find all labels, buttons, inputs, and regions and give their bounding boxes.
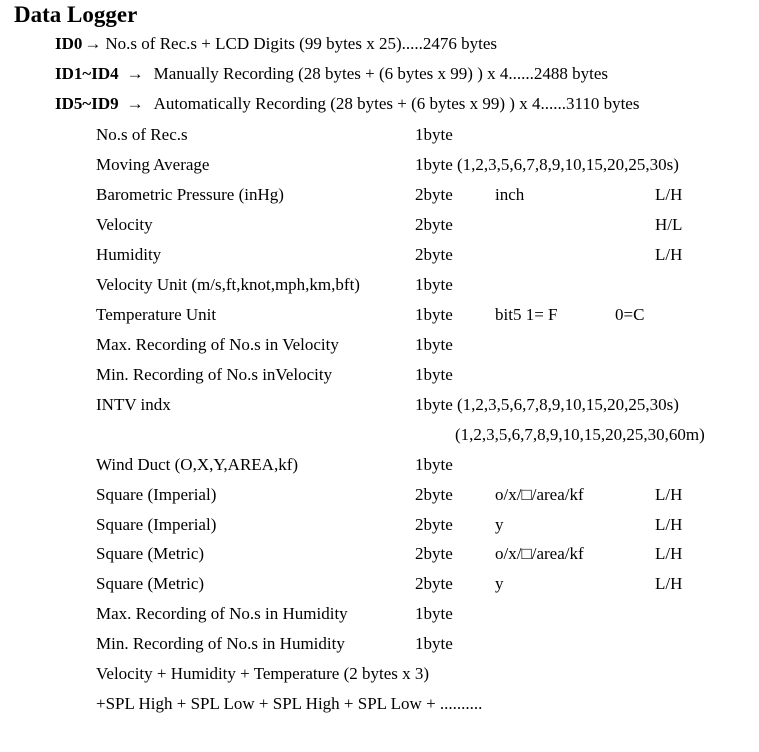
field-row [0,394,759,416]
field-label: INTV indx [96,395,171,414]
field-byte-order: H/L [655,215,683,234]
field-row [0,573,759,595]
field-note: bit5 1= F [495,305,558,324]
id-key: ID0 [55,34,83,53]
field-size: 1byte [415,275,453,294]
field-row [0,244,759,266]
field-byte-order: L/H [655,515,683,534]
field-size: 1byte (1,2,3,5,6,7,8,9,10,15,20,25,30s) [415,395,679,414]
field-label: Square (Imperial) [96,515,217,534]
field-size: 1byte [415,125,453,144]
field-row [0,484,759,506]
field-byte-order: L/H [655,574,683,593]
field-label: Temperature Unit [96,305,217,324]
field-size: 2byte [415,215,453,234]
id-description: Automatically Recording (28 bytes + (6 bytes x 99) ) x 4......3110 bytes [153,94,640,113]
field-note: o/x/□/area/kf [495,485,584,504]
field-label: Square (Metric) [96,574,205,593]
field-note: y [495,515,504,534]
field-size: 1byte [415,305,453,324]
field-label: Min. Recording of No.s in Humidity [96,634,345,653]
field-size: 1byte [415,634,453,653]
field-row [0,603,759,625]
id-line-id1-id4 [55,64,608,84]
id-key: ID1~ID4 [55,64,119,83]
field-size: 2byte [415,515,453,534]
field-size: 2byte [415,485,453,504]
field-row [0,514,759,536]
field-label: Square (Imperial) [96,485,217,504]
field-byte-order: L/H [655,485,683,504]
id-key: ID5~ID9 [55,94,119,113]
field-row [0,334,759,356]
field-size: 1byte [415,335,453,354]
field-label: Barometric Pressure (inHg) [96,185,284,204]
field-byte-order: L/H [655,544,683,563]
field-note: inch [495,185,525,204]
field-size: 1byte [415,604,453,623]
id-line-id0 [55,34,497,54]
field-row [0,543,759,565]
field-label: Moving Average [96,155,210,174]
field-note: y [495,574,504,593]
field-size: 2byte [415,185,453,204]
id-description: No.s of Rec.s + LCD Digits (99 bytes x 25).....2476 bytes [105,34,497,53]
field-note-secondary: 0=C [615,305,645,324]
field-byte-order: L/H [655,245,683,264]
field-label: No.s of Rec.s [96,125,188,144]
arrow-right-icon: → [84,34,102,53]
field-label: Max. Recording of No.s in Velocity [96,335,339,354]
field-row [0,184,759,206]
arrow-right-icon: → [126,94,144,113]
record-layout-line: Velocity + Humidity + Temperature (2 bytes x 3) [96,664,430,683]
field-size: 1byte (1,2,3,5,6,7,8,9,10,15,20,25,30s) [415,155,679,174]
field-row [0,214,759,236]
field-row [0,304,759,326]
field-size: 1byte [415,455,453,474]
field-label: Wind Duct (O,X,Y,AREA,kf) [96,455,299,474]
arrow-right-icon: → [126,64,144,83]
field-note: o/x/□/area/kf [495,544,584,563]
field-row [0,154,759,176]
id-line-id5-id9 [55,94,639,114]
field-label: Min. Recording of No.s inVelocity [96,365,333,384]
record-layout-line: +SPL High + SPL Low + SPL High + SPL Low + .......... [96,694,483,713]
field-row [0,633,759,655]
field-label: Max. Recording of No.s in Humidity [96,604,348,623]
field-byte-order: L/H [655,185,683,204]
field-row [0,454,759,476]
field-row [0,274,759,296]
field-row [0,364,759,386]
field-label: Square (Metric) [96,544,205,563]
field-label: Humidity [96,245,162,264]
id-description: Manually Recording (28 bytes + (6 bytes x 99) ) x 4......2488 bytes [153,64,608,83]
field-size: 2byte [415,574,453,593]
field-row [0,124,759,146]
field-size: 1byte [415,365,453,384]
field-label: Velocity Unit (m/s,ft,knot,mph,km,bft) [96,275,360,294]
field-label: Velocity [96,215,153,234]
field-size: 2byte [415,245,453,264]
intv-continuation: (1,2,3,5,6,7,8,9,10,15,20,25,30,60m) [455,425,705,444]
page-title: Data Logger [14,2,138,27]
field-size: 2byte [415,544,453,563]
